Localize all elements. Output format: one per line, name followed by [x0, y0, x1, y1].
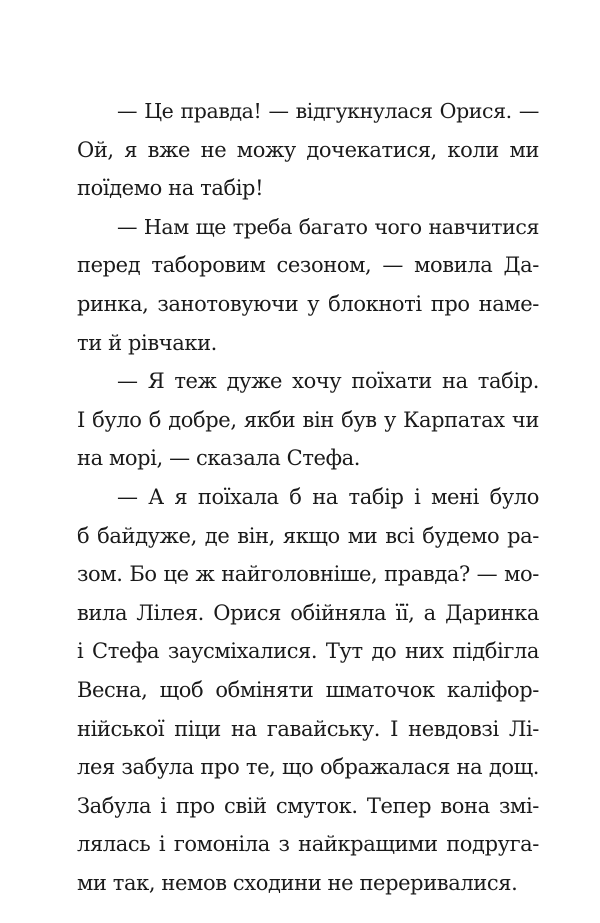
- text-line: І було б добре, якби він був у Карпатах чи: [77, 407, 539, 432]
- text-line: Весна, щоб обміняти шматочок каліфор-: [77, 677, 539, 702]
- text-line: б байдуже, де він, якщо ми всі будемо ра-: [77, 523, 539, 548]
- body-text: [77, 92, 539, 902]
- text-line: ми так, немов сходини не переривалися.: [77, 870, 518, 895]
- text-line: лея забула про те, що ображалася на дощ.: [77, 755, 539, 780]
- text-line: зом. Бо це ж найголовніше, правда? — мо-: [77, 562, 539, 587]
- text-line: вила Лілея. Орися обійняла її, а Даринка: [77, 600, 539, 625]
- text-line: перед таборовим сезоном, — мовила Да-: [77, 253, 539, 278]
- text-line: і Стефа заусміхалися. Тут до них підбігла: [77, 639, 539, 664]
- text-line: на морі, — сказала Стефа.: [77, 446, 361, 471]
- text-line: — Я теж дуже хочу поїхати на табір.: [117, 369, 539, 394]
- text-line: поїдемо на табір!: [77, 176, 264, 201]
- text-line: нійської піци на гавайську. І невдовзі Лі-: [77, 716, 539, 741]
- text-line: лялась і гомоніла з найкращими подруга-: [77, 832, 539, 857]
- text-line: — Це правда! — відгукнулася Орися. —: [117, 99, 539, 123]
- text-line: Забула і про свій смуток. Тепер вона змі-: [77, 793, 539, 818]
- text-line: — Нам ще треба багато чого навчитися: [117, 214, 539, 239]
- text-line: Ой, я вже не можу дочекатися, коли ми: [77, 137, 539, 162]
- text-line: — А я поїхала б на табір і мені було: [117, 484, 539, 509]
- text-line: ринка, занотовуючи у блокноті про наме-: [77, 291, 539, 316]
- text-line: ти й рівчаки.: [77, 330, 217, 355]
